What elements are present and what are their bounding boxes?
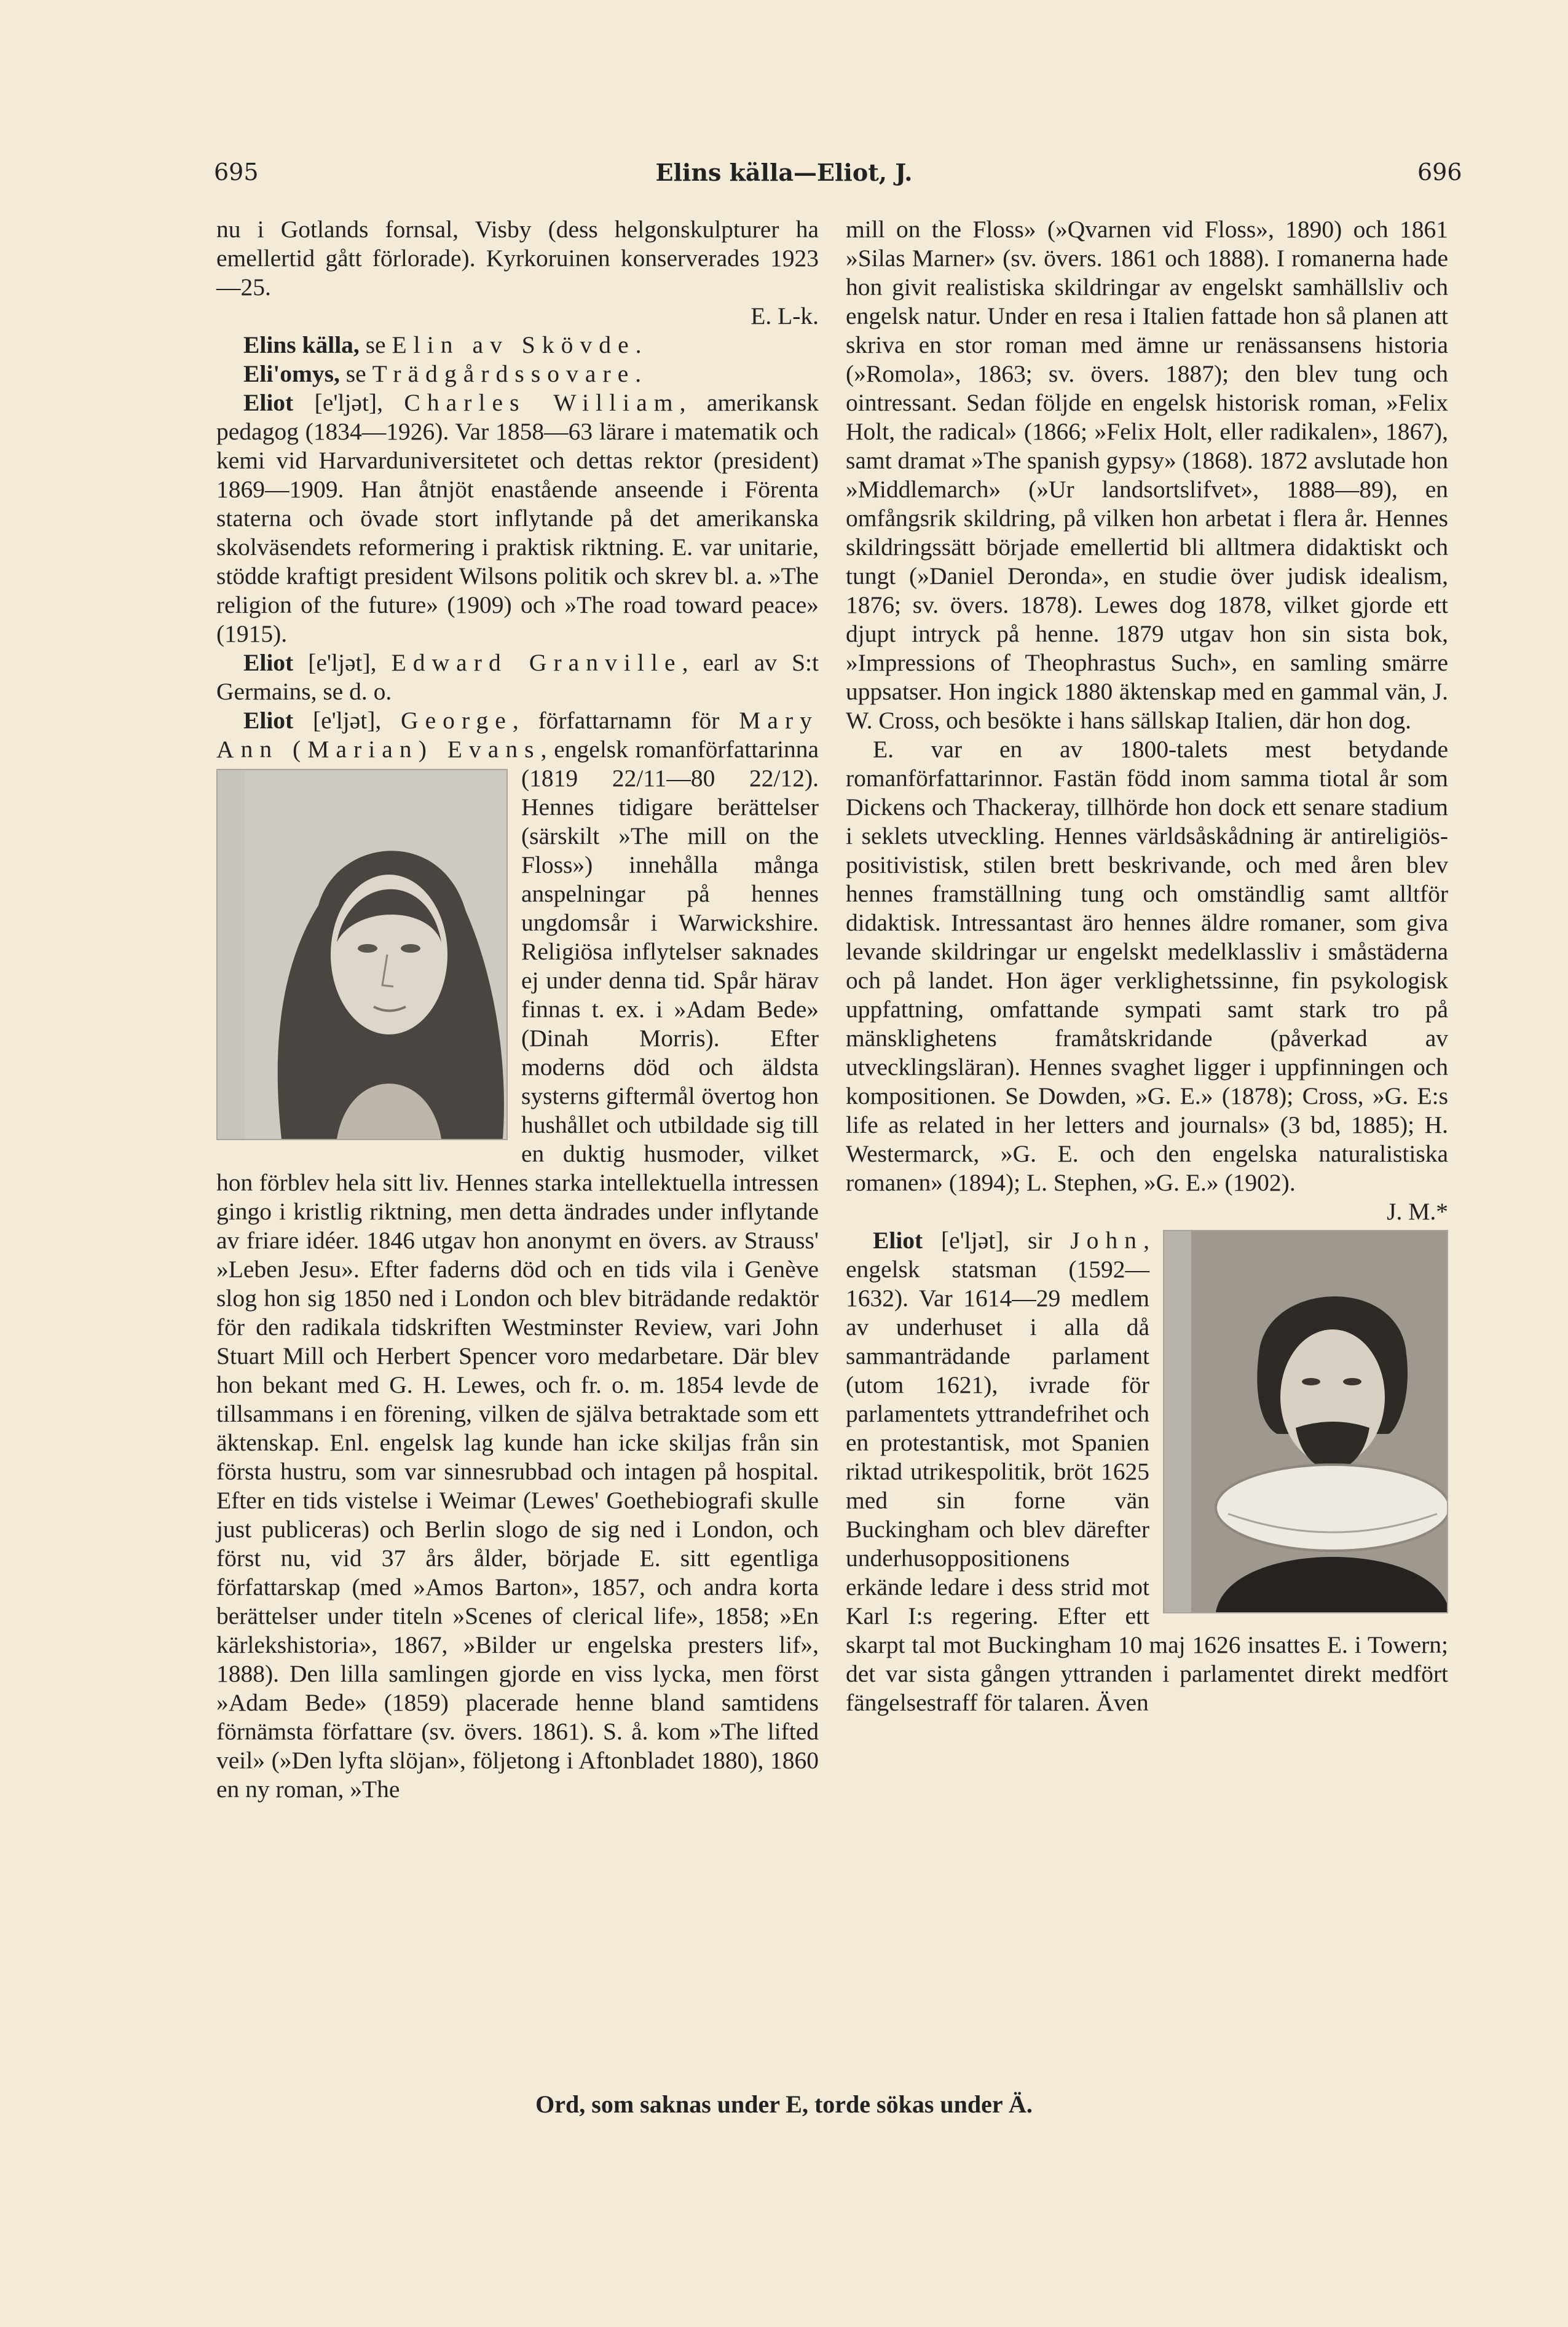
headword: Eliot [243,389,294,416]
cross-reference: Elin av Skövde. [392,331,648,358]
portrait-image [1191,1231,1448,1612]
page-footer-note: Ord, som saknas under E, torde sökas under Ä. [535,2090,1033,2118]
headword: Eliot [873,1227,923,1254]
right-column [846,215,1448,1717]
entry-continuation: nu i Gotlands fornsal, Visby (dess helgonskulpturer ha emellertid gått förlorade). Kyrkoruinen konserverades 1923—25. E. L-k. [216,216,819,329]
cross-reference: Trädgårdssovare. [372,360,648,387]
headword: Eliot [243,707,294,734]
headword: Elins källa, [243,331,360,358]
author-signature: E. L-k. [751,302,819,329]
page-number-left: 695 [214,159,259,186]
entry-eliot-john: Eliot [e'ljət], sir John , engelsk statsman (1592—1632). Var 1614—29 medlem av underhuset i alla då sammanträdande parlament (utom 1621), ivrade för parlamentets yttrandefrihet och en protestantisk, mot Spanien riktad utrikespolitik, bröt 1625 med sin forne vän Buckingham och blev därefter underhusoppositionens erkände ledare i dess strid mot Karl I:s regering. Efter ett skarpt tal mot Buckingham 10 maj 1626 insattes E. i Towern; det var sista gången yttranden i parlamentet direkt medfört fängelsestraff för talaren. Även [846,1226,1448,1717]
author-signature: J. M.* [1387,1198,1448,1225]
left-column [216,215,819,1804]
portrait-image [245,770,508,1139]
entry-eliot-edward: Eliot [e'ljət], Edward Granville, earl av S:t Germains, se d. o. [216,649,819,705]
entry-eliot-george-assessment: E. var en av 1800-talets mest betydande romanförfattarinnor. Fastän född inom samma tiotal år som Dickens och Thackeray, tillhörde hon dock ett senare stadium i seklets utveckling. Hennes världsåskådning är antireligiös-positivistisk, stilen brett beskrivande, och med åren blev hennes framställning tung och omständlig samt alltför didaktisk. Intressantast äro hennes äldre romaner, som giva levande skildringar ur engelskt medelklassliv i småstäderna och på landet. Hon äger verklighetssinne, fin psykologisk uppfattning, omfattande sympati samt stark tro på mänsklighetens framåtskridande (påverkad av utvecklingsläran). Hennes svaghet ligger i uppfinningen och kompositionen. Se Dowden, »G. E.» (1878); Cross, »G. E:s life as related in her letters and journals» (3 bd, 1885); H. Westermarck, »G. E. och den engelska naturalistiska romanen» (1894); L. Stephen, »G. E.» (1902). J. M.* [846,736,1448,1225]
headword: Eli'omys, [243,360,340,387]
running-header-title: Elins källa—Eliot, J. [655,159,913,186]
entry-eliomys: Eli'omys, se Trädgårdssovare. [243,360,648,387]
portrait-george-eliot [216,769,508,1140]
entry-eliot-george-continued: mill on the Floss» (»Qvarnen vid Floss», 1890) och 1861 »Silas Marner» (sv. övers. 1861 och 1888). I romanerna hade hon givit realistiska skildringar av engelskt samhällsliv och engelsk natur. Under en resa i Italien fattade hon så planen att skriva en stor roman med ämne ur renässansens historia (»Romola», 1863; sv. övers. 1887); den blev tung och ointressant. Sedan följde en engelsk historisk roman, »Felix Holt, the radical» (1866; »Felix Holt, eller radikalen», 1867), samt dramat »The spanish gypsy» (1868). 1872 avslutade hon »Middlemarch» (»Ur landsortslifvet», 1888—89), en omfångsrik skildring, på vilken hon arbetat i flera år. Hennes skildringssätt började emellertid bli alltmera didaktiskt och tungt (»Daniel Deronda», en studie över judisk idealism, 1876; sv. övers. 1878). Lewes dog 1878, vilket gjorde ett djupt intryck på henne. 1879 utgav hon sin sista bok, »Impressions of Theophrastus Such», en samling smärre uppsatser. Hon ingick 1880 äktenskap med en gammal vän, J. W. Cross, och besökte i hans sällskap Italien, där hon dog. [846,216,1448,734]
entry-eliot-charles: Eliot [e'ljət], Charles William, amerikansk pedagog (1834—1926). Var 1858—63 lärare i matematik och kemi vid Harvarduniversitetet och dettas rektor (president) 1869—1909. Han åtnjöt enastående anseende i Förenta staterna och övade stort inflytande på det amerikanska skolväsendets reformering i praktisk riktning. E. var unitarie, stödde kraftigt president Wilsons politik och skrev bl. a. »The religion of the future» (1909) och »The road toward peace» (1915). [216,389,819,647]
page-number-right: 696 [1417,159,1462,186]
portrait-john-eliot [1163,1230,1448,1613]
entry-elins-kalla: Elins källa, se Elin av Skövde. [243,331,648,358]
entry-eliot-george: Eliot [e'ljət], George, författarnamn för Mary Ann (Marian) Evans , engelsk romanförfattarinna (1819 22/11—80 22/12). Hennes tidigare berättelser (särskilt »The mill on the Floss») innehålla många anspelningar på hennes ungdomsår i Warwickshire. Religiösa inflytelser saknades ej under denna tid. Spår härav finnas t. ex. i »Adam Bede» (Dinah Morris). Efter moderns död och äldsta systerns giftermål övertog hon hushållet och utbildade sig till en duktig husmoder, vilket hon förblev hela sitt liv. Hennes starka intellektuella intressen gingo i kristlig riktning, men detta ändrades under inflytande av friare idéer. 1846 utgav hon anonymt en övers. av Strauss' »Leben Jesu». Efter faderns död och en tids vila i Genève slog hon sig 1850 ned i London och blev biträdande redaktör för den radikala tidskriften Westminster Review, vari John Stuart Mill och Herbert Spencer voro medarbetare. Där blev hon bekant med G. H. Lewes, och fr. o. m. 1854 levde de tillsammans i en förening, vilken de själva betraktade som ett äktenskap. Enl. engelsk lag kunde han icke skiljas från sin första hustru, som var sinnesrubbad och intagen på hospital. Efter en tids vistelse i Weimar (Lewes' Goethebiografi skulle just publiceras) och Berlin slogo de sig ned i London, och först nu, vid 37 års ålder, började E. sitt egentliga författarskap (med »Amos Barton», 1857, och andra korta berättelser under titeln »Scenes of clerical life», 1858; »En kärlekshistoria», 1867, »Bilder ur engelska presters lif», 1888). Den lilla samlingen gjorde en viss lycka, men först »Adam Bede» (1859) placerade henne bland samtidens förnämsta författare (sv. övers. 1861). S. å. kom »The lifted veil» (»Den lyfta slöjan», följetong i Aftonbladet 1880), 1860 en ny roman, »The [216,707,819,1803]
headword: Eliot [243,649,294,676]
